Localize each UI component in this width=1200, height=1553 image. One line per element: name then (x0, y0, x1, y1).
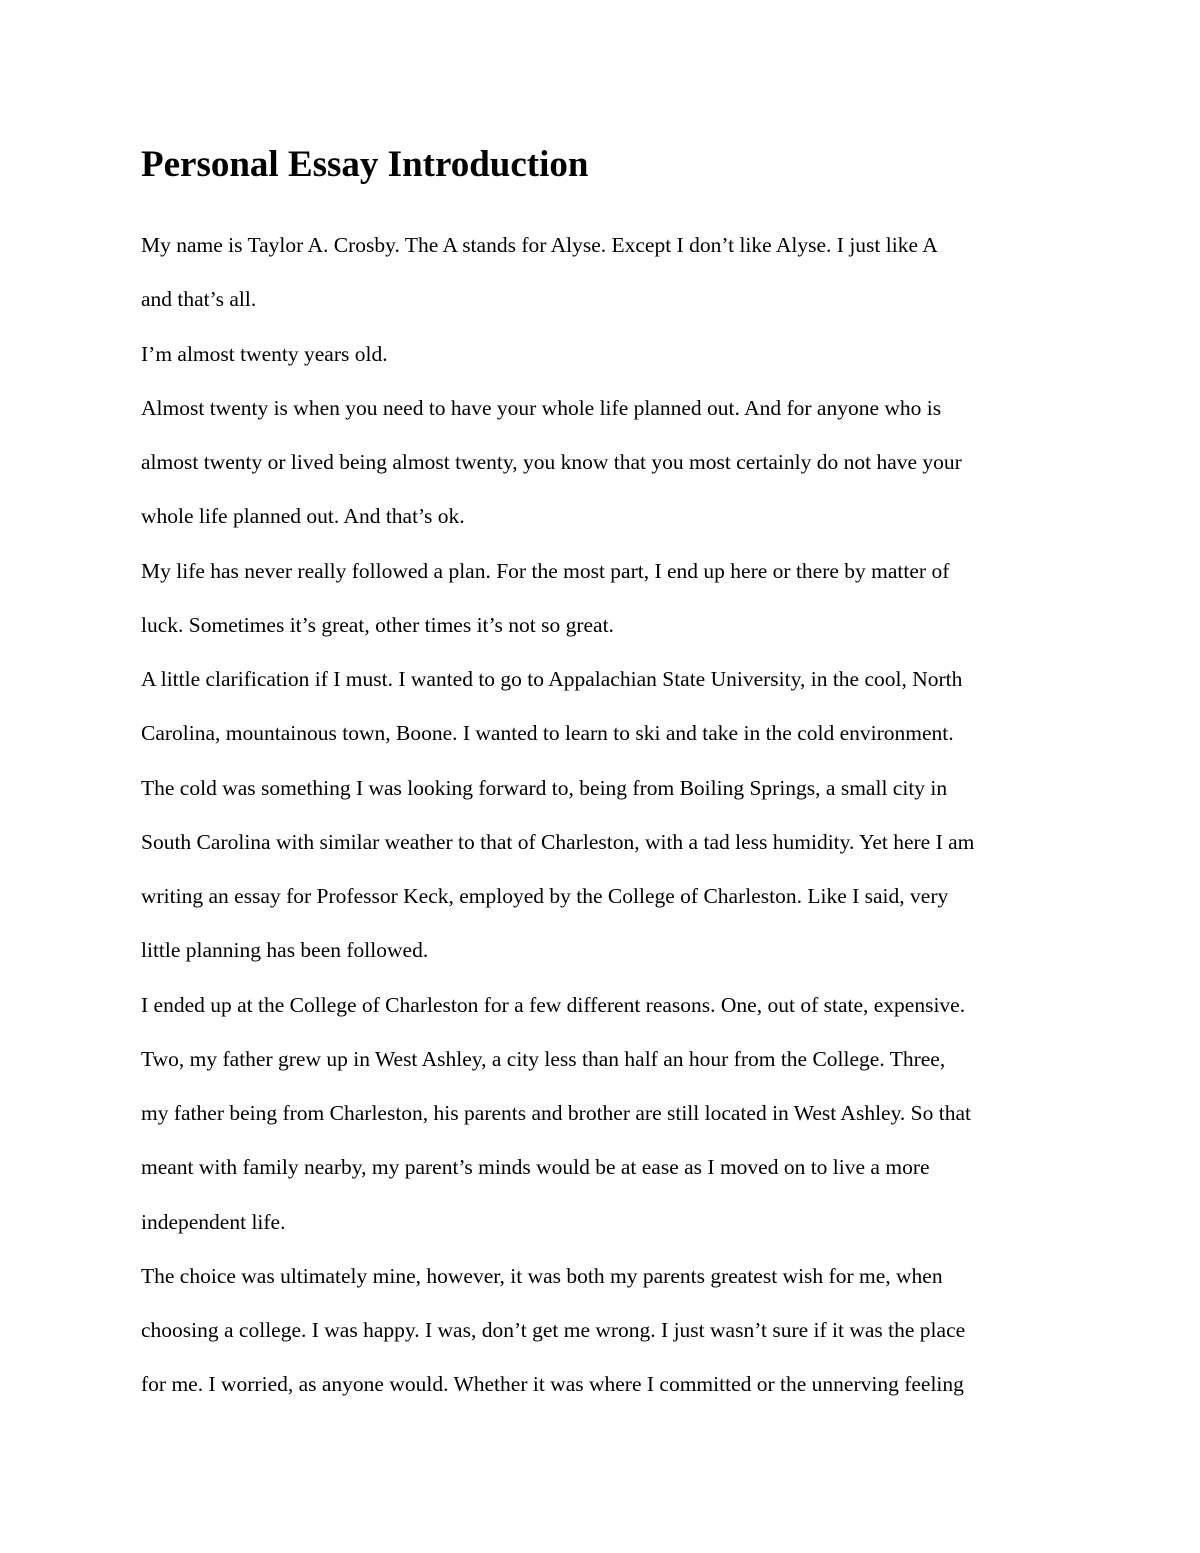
text-line: writing an essay for Professor Keck, employed by the College of Charleston. Like I said, very (141, 884, 949, 908)
text-line: whole life planned out. And that’s ok. (141, 504, 465, 529)
text-line: and that’s all. (141, 287, 257, 312)
document-title: Personal Essay Introduction (141, 144, 589, 185)
text-line: South Carolina with similar weather to that of Charleston, with a tad less humidity. Yet here I am (141, 829, 975, 854)
text-line: Carolina, mountainous town, Boone. I wanted to learn to ski and take in the cold environment. (141, 721, 954, 746)
text-line: meant with family nearby, my parent’s minds would be at ease as I moved on to live a more (141, 1155, 930, 1180)
text-line: Two, my father grew up in West Ashley, a city less than half an hour from the College. Three, (141, 1046, 946, 1071)
document-body (141, 218, 1081, 1412)
text-line: almost twenty or lived being almost twenty, you know that you most certainly do not have your (141, 450, 962, 474)
text-line: The cold was something I was looking forward to, being from Boiling Springs, a small city in (141, 775, 948, 800)
text-line: luck. Sometimes it’s great, other times it’s not so great. (141, 612, 614, 637)
text-line: Almost twenty is when you need to have your whole life planned out. And for anyone who is (141, 395, 942, 420)
text-line: The choice was ultimately mine, however, it was both my parents greatest wish for me, when (141, 1263, 943, 1288)
text-line: A little clarification if I must. I wanted to go to Appalachian State University, in the cool, North (141, 667, 963, 691)
text-line: independent life. (141, 1209, 286, 1234)
text-line: for me. I worried, as anyone would. Whether it was where I committed or the unnerving feeling (141, 1372, 964, 1397)
text-line: my father being from Charleston, his parents and brother are still located in West Ashley. So that (141, 1101, 972, 1125)
text-line: choosing a college. I was happy. I was, don’t get me wrong. I just wasn’t sure if it was the place (141, 1318, 966, 1342)
text-line: I ended up at the College of Charleston for a few different reasons. One, out of state, expensive. (141, 992, 966, 1017)
text-line: I’m almost twenty years old. (141, 341, 388, 366)
text-line: little planning has been followed. (141, 938, 429, 963)
text-line: My life has never really followed a plan. For the most part, I end up here or there by matter of (141, 558, 950, 583)
text-line: My name is Taylor A. Crosby. The A stands for Alyse. Except I don’t like Alyse. I just like A (141, 233, 938, 257)
